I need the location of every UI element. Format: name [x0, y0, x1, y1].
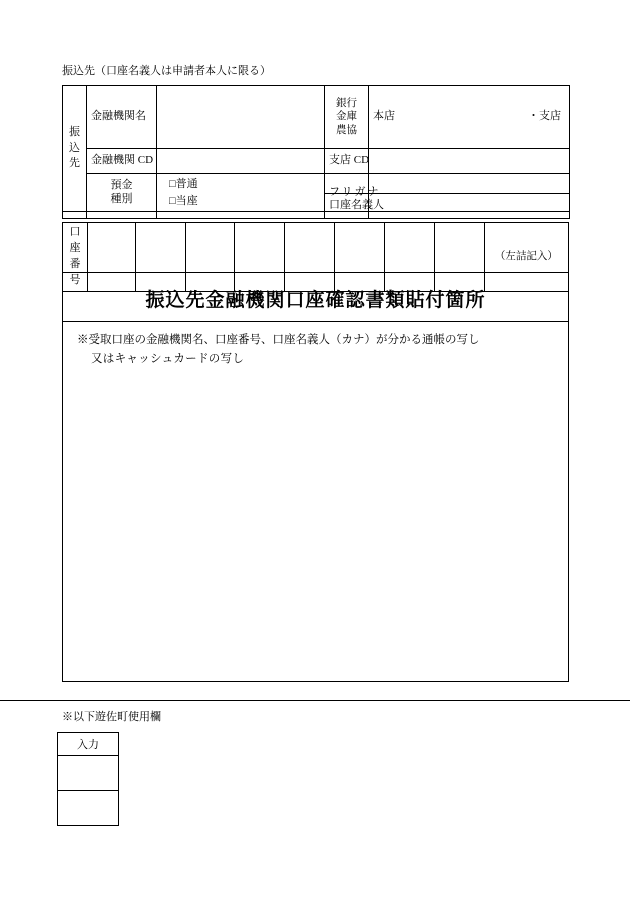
deposit-type-spacer-label: [87, 194, 157, 219]
deposit-type-option-futsu[interactable]: □普通: [169, 178, 198, 190]
account-number-label-line-1: 口座: [69, 226, 81, 254]
side-label-char-3: 先: [69, 157, 80, 170]
attachment-note-line-2: 又はキャッシュカードの写し: [91, 352, 245, 365]
office-use-body-cell-2[interactable]: [58, 791, 119, 826]
office-use-note: ※以下遊佐町使用欄: [62, 711, 161, 723]
head-office-label: 本店: [373, 110, 395, 123]
institution-name-input[interactable]: [157, 86, 325, 149]
table-row-account-holder: [63, 194, 570, 219]
office-use-header-cell: 入力: [58, 733, 119, 756]
side-label-char-2: 込: [69, 141, 80, 154]
attachment-note-line-1: ※受取口座の金融機関名、口座番号、口座名義人（カナ）が分かる通帳の写し: [77, 334, 480, 346]
deposit-type-label-line-2: 種別: [110, 192, 133, 205]
branch-cd-input[interactable]: [369, 149, 570, 174]
bank-kind-line-1: 銀行: [336, 98, 357, 110]
remittance-caption: 振込先（口座名義人は申請者本人に限る）: [62, 65, 271, 77]
table-row-institution-name: [63, 86, 570, 149]
bank-kind-line-3: 農協: [336, 124, 357, 136]
attachment-box: [62, 272, 569, 682]
office-use-body-cell-1[interactable]: [58, 756, 119, 791]
page-divider: [0, 700, 630, 701]
deposit-type-label-line-1: 預金: [110, 178, 133, 191]
deposit-type-option-touza[interactable]: □当座: [169, 194, 198, 207]
office-use-body-row: [58, 756, 119, 791]
side-label-char-1: 振: [69, 125, 80, 138]
office-use-table: [57, 732, 119, 826]
branch-name-input[interactable]: [369, 86, 570, 149]
attachment-title: 振込先金融機関口座確認書類貼付箇所: [145, 290, 486, 311]
account-number-label-line-2: 番号: [69, 257, 81, 286]
office-use-body-row-2: [58, 791, 119, 826]
institution-name-label: 金融機関名: [87, 86, 157, 149]
remittance-table-lower: [62, 193, 570, 219]
furigana-label: フリガナ: [325, 174, 369, 212]
branch-cd-label: 支店 CD: [325, 149, 369, 174]
attachment-note: [63, 322, 568, 369]
account-number-note: （左詰記入）: [484, 223, 568, 292]
institution-cd-input[interactable]: [157, 149, 325, 174]
branch-label: ・支店: [528, 110, 561, 123]
account-holder-label: 口座名義人: [325, 194, 369, 219]
institution-cd-label: 金融機関 CD: [87, 149, 157, 174]
account-holder-input[interactable]: [369, 194, 570, 219]
deposit-type-spacer-value: [157, 194, 325, 219]
remittance-side-label-spacer: [63, 194, 87, 219]
bank-kind-line-2: 金庫: [336, 111, 357, 123]
table-row-institution-cd: [63, 149, 570, 174]
bank-kind-label: [325, 86, 369, 149]
office-use-header-row: [58, 733, 119, 756]
